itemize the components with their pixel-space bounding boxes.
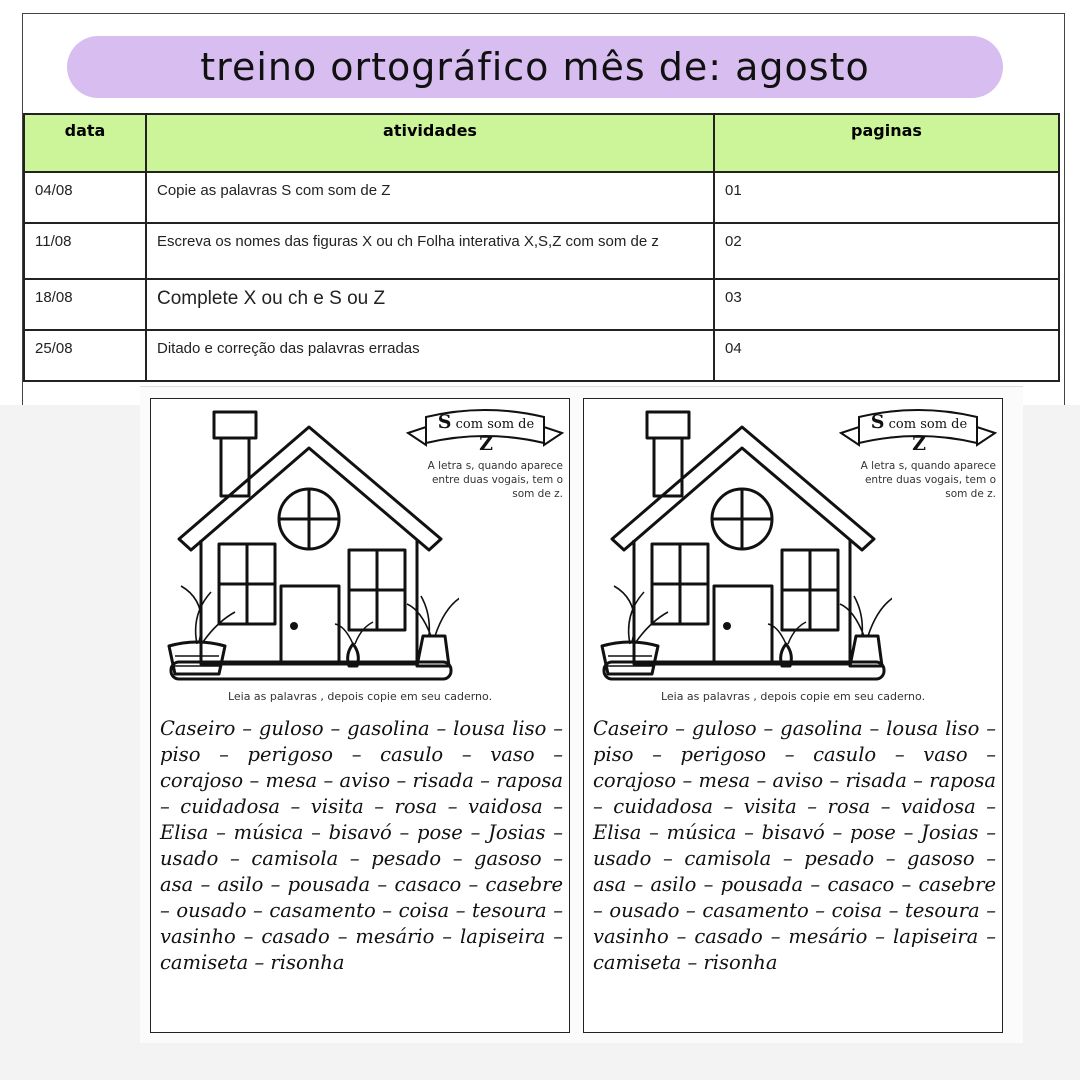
- column-header-pages: paginas: [714, 114, 1059, 172]
- badge-label: [431, 411, 541, 455]
- column-header-activities: atividades: [146, 114, 714, 172]
- rule-text: A letra s, quando aparece entre duas vogais, tem o som de z.: [860, 460, 996, 500]
- rule-text: A letra s, quando aparece entre duas vogais, tem o som de z.: [427, 460, 563, 500]
- cell-date: 11/08: [24, 223, 146, 279]
- instruction-text: Leia as palavras , depois copie em seu caderno.: [227, 690, 493, 703]
- cell-page: 02: [714, 223, 1059, 279]
- worksheet-right: [583, 398, 1003, 1033]
- column-header-date: data: [24, 114, 146, 172]
- table-row: [24, 330, 1059, 381]
- cell-date: 04/08: [24, 172, 146, 223]
- badge-letter-z: Z: [479, 433, 493, 455]
- title-banner: [67, 36, 1003, 98]
- badge-letter-s: S: [870, 411, 885, 433]
- badge-label: [864, 411, 974, 455]
- cell-date: 18/08: [24, 279, 146, 330]
- word-list: Caseiro – guloso – gasolina – lousa liso – piso – perigoso – casulo – vaso – corajoso – mesa – aviso – risada – raposa – cuidadosa – visita – rosa – vaidosa – Elisa – música – bisavó – pose – Josias – usado – camisola – pesado – gasoso – asa – asilo – pousada – casaco – casebre – ousado – casamento – coisa – tesoura – vasinho – casado – mesário – lapiseira – camiseta – risonha: [160, 717, 563, 974]
- table-row: [24, 223, 1059, 279]
- cell-activity: Escreva os nomes das figuras X ou ch Folha interativa X,S,Z com som de z: [146, 223, 714, 279]
- page-title: treino ortográfico mês de: agosto: [200, 45, 870, 89]
- cell-activity: Complete X ou ch e S ou Z: [146, 279, 714, 330]
- cell-page: 03: [714, 279, 1059, 330]
- table-row: [24, 279, 1059, 330]
- badge-middle-text: com som de: [455, 417, 535, 432]
- cell-date: 25/08: [24, 330, 146, 381]
- cell-activity: Ditado e correção das palavras erradas: [146, 330, 714, 381]
- badge-middle-text: com som de: [888, 417, 968, 432]
- schedule-table: [23, 113, 1060, 382]
- word-list: Caseiro – guloso – gasolina – lousa liso – piso – perigoso – casulo – vaso – corajoso – mesa – aviso – risada – raposa – cuidadosa – visita – rosa – vaidosa – Elisa – música – bisavó – pose – Josias – usado – camisola – pesado – gasoso – asa – asilo – pousada – casaco – casebre – ousado – casamento – coisa – tesoura – vasinho – casado – mesário – lapiseira – camiseta – risonha: [593, 717, 996, 974]
- worksheet-left: [150, 398, 570, 1033]
- cell-page: 04: [714, 330, 1059, 381]
- badge-letter-z: Z: [912, 433, 926, 455]
- cell-page: 01: [714, 172, 1059, 223]
- badge-letter-s: S: [437, 411, 452, 433]
- cell-activity: Copie as palavras S com som de Z: [146, 172, 714, 223]
- instruction-text: Leia as palavras , depois copie em seu caderno.: [660, 690, 926, 703]
- table-row: [24, 172, 1059, 223]
- table-header-row: [24, 114, 1059, 172]
